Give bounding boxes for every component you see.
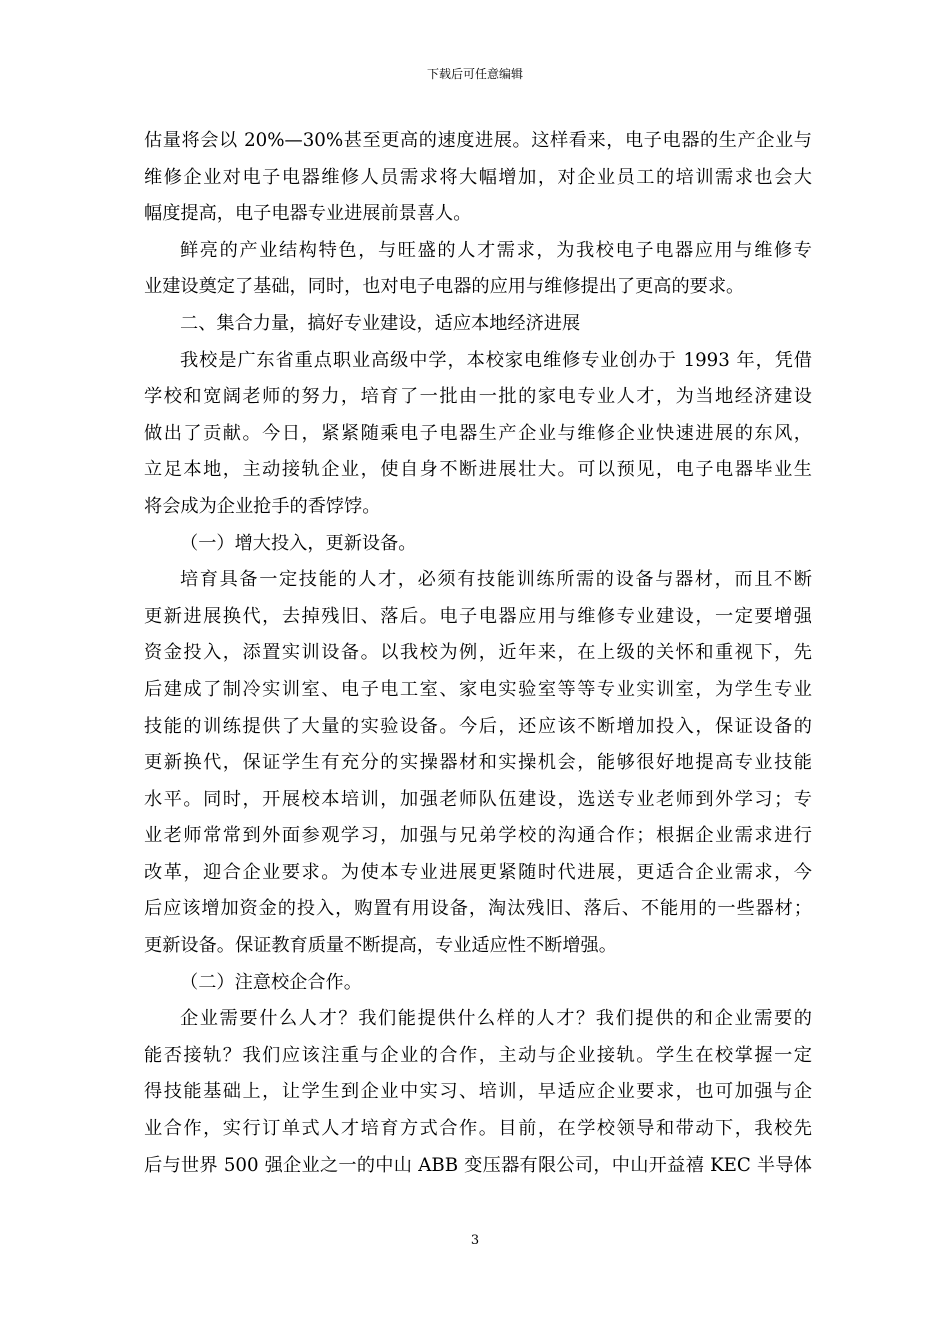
text-line: 技能的训练提供了大量的实验设备。今后，还应该不断增加投入，保证设备的 bbox=[144, 715, 812, 737]
text-line: 培育具备一定技能的人才，必须有技能训练所需的设备与器材，而且不断 bbox=[180, 569, 812, 591]
text-line: 更新换代，保证学生有充分的实操器材和实操机会，能够很好地提高专业技能 bbox=[144, 752, 812, 774]
text-line: 业建设奠定了基础，同时，也对电子电器的应用与维修提出了更高的要求。 bbox=[144, 276, 745, 298]
text-line: 鲜亮的产业结构特色，与旺盛的人才需求，为我校电子电器应用与维修专 bbox=[180, 239, 812, 261]
text-line: 业合作，实行订单式人才培育方式合作。目前，在学校领导和带动下，我校先 bbox=[144, 1118, 812, 1140]
text-line: 估量将会以 20%—30%甚至更高的速度进展。这样看来，电子电器的生产企业与 bbox=[144, 130, 812, 151]
text-line: 更新设备。保证教育质量不断提高，专业适应性不断增强。 bbox=[144, 935, 617, 957]
text-line: 企业需要什么人才？我们能提供什么样的人才？我们提供的和企业需要的 bbox=[180, 1008, 812, 1030]
body-text bbox=[144, 123, 812, 1184]
text-line: 我校是广东省重点职业高级中学，本校家电维修专业创办于 1993 年，凭借 bbox=[180, 349, 812, 371]
text-line: 维修企业对电子电器维修人员需求将大幅增加，对企业员工的培训需求也会大 bbox=[144, 166, 812, 188]
text-line: 业老师常常到外面参观学习，加强与兄弟学校的沟通合作；根据企业需求进行 bbox=[144, 825, 812, 847]
text-line: 将会成为企业抢手的香饽饽。 bbox=[144, 495, 381, 517]
text-line: （二）注意校企合作。 bbox=[180, 971, 362, 993]
page-header: 下载后可任意编辑 bbox=[426, 67, 523, 81]
text-line: 幅度提高，电子电器专业进展前景喜人。 bbox=[144, 203, 472, 225]
text-line: 立足本地，主动接轨企业，使自身不断进展壮大。可以预见，电子电器毕业生 bbox=[144, 459, 812, 481]
text-line: 得技能基础上，让学生到企业中实习、培训，早适应企业要求，也可加强与企 bbox=[144, 1081, 812, 1103]
text-line: 做出了贡献。今日，紧紧随乘电子电器生产企业与维修企业快速进展的东风， bbox=[144, 422, 812, 444]
text-line: 后与世界 500 强企业之一的中山 ABB 变压器有限公司，中山开益禧 KEC 半导体 bbox=[144, 1154, 812, 1176]
text-line: 能否接轨？我们应该注重与企业的合作，主动与企业接轨。学生在校掌握一定 bbox=[144, 1044, 812, 1066]
text-line: 改革，迎合企业要求。为使本专业进展更紧随时代进展，更适合企业需求，今 bbox=[144, 861, 812, 883]
text-line: 后应该增加资金的投入，购置有用设备，淘汰残旧、落后、不能用的一些器材； bbox=[144, 898, 812, 920]
text-line: 二、集合力量，搞好专业建设，适应本地经济进展 bbox=[180, 312, 581, 334]
text-line: 后建成了制冷实训室、电子电工室、家电实验室等等专业实训室，为学生专业 bbox=[144, 678, 812, 700]
text-line: 资金投入，添置实训设备。以我校为例，近年来，在上级的关怀和重视下，先 bbox=[144, 642, 812, 664]
page-number: 3 bbox=[470, 1233, 480, 1248]
text-line: 水平。同时，开展校本培训，加强老师队伍建设，选送专业老师到外学习；专 bbox=[144, 788, 812, 810]
text-line: 学校和宽阔老师的努力，培育了一批由一批的家电专业人才，为当地经济建设 bbox=[144, 386, 812, 408]
text-line: （一）增大投入，更新设备。 bbox=[180, 532, 417, 554]
text-line: 更新进展换代，去掉残旧、落后。电子电器应用与维修专业建设，一定要增强 bbox=[144, 605, 812, 627]
